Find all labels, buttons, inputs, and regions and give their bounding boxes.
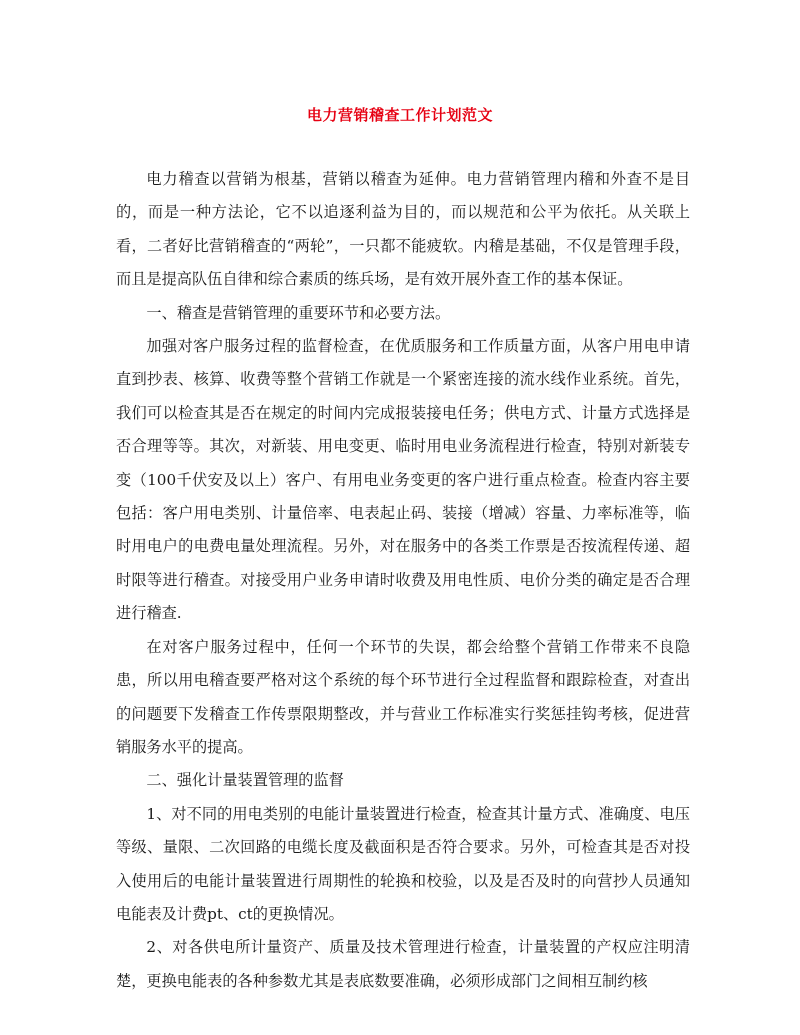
document-body [116, 163, 690, 998]
paragraph-item-2: 2、对各供电所计量资产、质量及技术管理进行检查，计量装置的产权应注明清楚，更换电能表的各种参数尤其是表底数要准确，必须形成部门之间相互制约核 [116, 938, 690, 990]
section-heading-1: 一、稽查是营销管理的重要环节和必要方法。 [146, 303, 451, 322]
document-title: 电力营销稽查工作计划范文 [306, 106, 493, 124]
section-heading-2: 二、强化计量装置管理的监督 [146, 771, 344, 790]
paragraph-service-check: 加强对客户服务过程的监督检查，在优质服务和工作质量方面，从客户用电申请直到抄表、核算、收费等整个营销工作就是一个紧密连接的流水线作业系统。首先，我们可以检查其是否在规定的时间内完成报装接电任务；供电方式、计量方式选择是否合理等等。其次，对新装、用电变更、临时用电业务流程进行检查，特别对新装专变（100千伏安及以上）客户、有用电业务变更的客户进行重点检查。检查内容主要包括：客户用电类别、计量倍率、电表起止码、装接（增减）容量、力率标准等，临时用电户的电费电量处理流程。另外，对在服务中的各类工作票是否按流程传递、超时限等进行稽查。对接受用户业务申请时收费及用电性质、电价分类的确定是否合理进行稽查. [116, 337, 690, 623]
paragraph-process-supervision: 在对客户服务过程中，任何一个环节的失误，都会给整个营销工作带来不良隐患，所以用电稽查要严格对这个系统的每个环节进行全过程监督和跟踪检查，对查出的问题要下发稽查工作传票限期整改，并与营业工作标准实行奖惩挂钩考核，促进营销服务水平的提高。 [116, 637, 690, 756]
paragraph-intro: 电力稽查以营销为根基，营销以稽查为延伸。电力营销管理内稽和外查不是目的，而是一种方法论，它不以追逐利益为目的，而以规范和公平为依托。从关联上看，二者好比营销稽查的“两轮”，一只都不能疲软。内稽是基础，不仅是管理手段，而且是提高队伍自律和综合素质的练兵场，是有效开展外查工作的基本保证。 [116, 170, 690, 289]
paragraph-item-1: 1、对不同的用电类别的电能计量装置进行检查，检查其计量方式、准确度、电压等级、量限、二次回路的电缆长度及截面积是否符合要求。另外，可检查其是否对投入使用后的电能计量装置进行周期性的轮换和校验，以及是否及时的向营抄人员通知电能表及计费pt、ct的更换情况。 [116, 804, 690, 923]
